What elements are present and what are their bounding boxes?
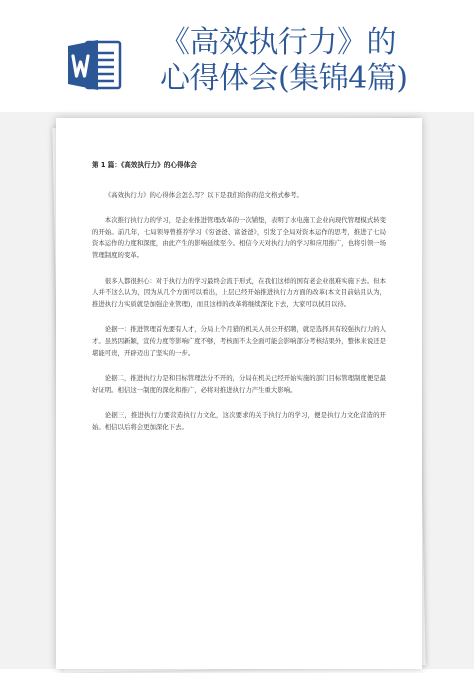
paragraph-intro: 《高效执行力》的心得体会怎么写？以下是我们给你的范文格式参考。 [104,190,303,199]
paragraph-argument-1: 论据一：推进管理首先要有人才，分局上个月猎的机关人员公开招聘，就是选择具有较强执行力的人才。虽然因新颖，宣传力度等影响广度不够，考核面不太全面可能会影响部分考核结果外，整体来说还是堪能可贵，开辟迈出了坚实的一步。 [92,325,386,357]
page-title-line-2: 心得体会(集锦4篇) [160,61,408,96]
paragraph-argument-2: 论据二，推进执行力是和目标管理法分不开的，分局在机关已经开始实施的部门目标管理制度便是最好证明。相信这一制度的深化和推广，必将对推进执行力产生重大影响。 [92,374,386,394]
document-body [92,160,386,448]
paragraph-argument-3: 论据三，推进执行力要营造执行力文化，这次要求的关于执行力的学习，便是执行力文化营造的开始。相信以后将会更加深化下去。 [92,411,386,431]
paragraph-2: 很多人都很担心：对于执行力的学习最终会流于形式，在我们这样的国有老企业很难实施下去。但本人并不这么认为，因为从几个方面可以看出，上层已经开始推进执行力方面的改革(本文目前姑且认为，推进执行力实质就是加强企业管理)，而且这样的改革将继续深化下去，大家可以拭目以待。 [92,276,386,308]
paragraph-1: 本次推行执行力的学习，是企业推进管理改革的一次铺垫，表明了水电施工企业向现代管理模式转变的开始。前几年，七局领导曾推荐学习《穷爸爸、富爸爸》，引发了全局对资本运作的思考，推进了七局资本运作的力度和深度，由此产生的影响延续至今。相信今天对执行力的学习和应用推广，也将引领一场管理制度的变革。 [92,216,386,259]
header-banner [0,0,474,112]
page-title-line-1: 《高效执行力》的 [160,25,396,60]
document-page [56,118,422,669]
word-document-icon [66,36,124,94]
document-heading: 第 1 篇：《高效执行力》的心得体会 [92,161,197,169]
